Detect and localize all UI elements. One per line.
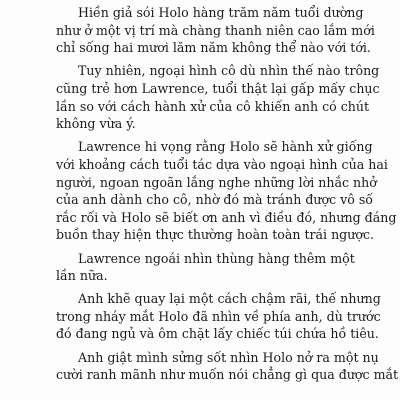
paragraph [56,250,374,285]
body-text [56,4,399,389]
text-line: Anh khẽ quay lại một cách chậm rãi, thế nhưng [78,291,381,307]
paragraph [56,4,374,57]
text-line: người, ngoan ngoãn lắng nghe những lời nhắc nhở [56,174,377,190]
text-line: không vừa ý. [56,116,136,132]
text-line: Hiền giả sói Holo hàng trăm năm tuổi dường [78,5,364,20]
text-line: Lawrence hi vọng rằng Holo sẽ hành xử giống [78,139,373,155]
text-line: trong nháy mắt Holo đã nhìn về phía anh, dù trước [56,308,381,324]
paragraph [56,349,399,384]
text-line: chỉ sống hai mươi lăm năm không thể nào với tới. [56,40,371,56]
text-line: lần nữa. [56,268,108,284]
text-line: đó đang ngủ và ôm chặt lấy chiếc túi chứa hồ tiêu. [56,326,379,342]
text-line: với khoảng cách tuổi tác dựa vào ngoại hình của hai [56,156,388,172]
paragraph [56,62,380,132]
text-line: Lawrence ngoái nhìn thùng hàng thêm một [78,250,355,266]
text-line: lần so với cách hành xử của cô khiến anh có chút [56,98,370,114]
text-line: Anh giật mình sửng sốt nhìn Holo nở ra một nụ [78,349,379,365]
text-line: cũng trẻ hơn Lawrence, tuổi thật lại gấp mấy chục [56,80,380,96]
text-line: Tuy nhiên, ngoại hình cô dù nhìn thế nào trông [78,63,380,79]
text-line: như ở một vị trí mà chàng thanh niên cao lắm mới [56,22,375,38]
paragraph [56,138,397,244]
text-line: cười ranh mãnh như muốn nói chẳng gì qua được mắt [56,367,399,383]
paragraph [56,290,381,343]
text-line: rắc rối và Holo sẽ biết ơn anh vì điều đó, nhưng đáng [56,209,397,225]
text-line: của anh dành cho cô, nhờ đó mà tránh được vô số [56,192,373,208]
text-line: buồn thay hiện thực thường hoàn toàn trái ngược. [56,227,374,243]
